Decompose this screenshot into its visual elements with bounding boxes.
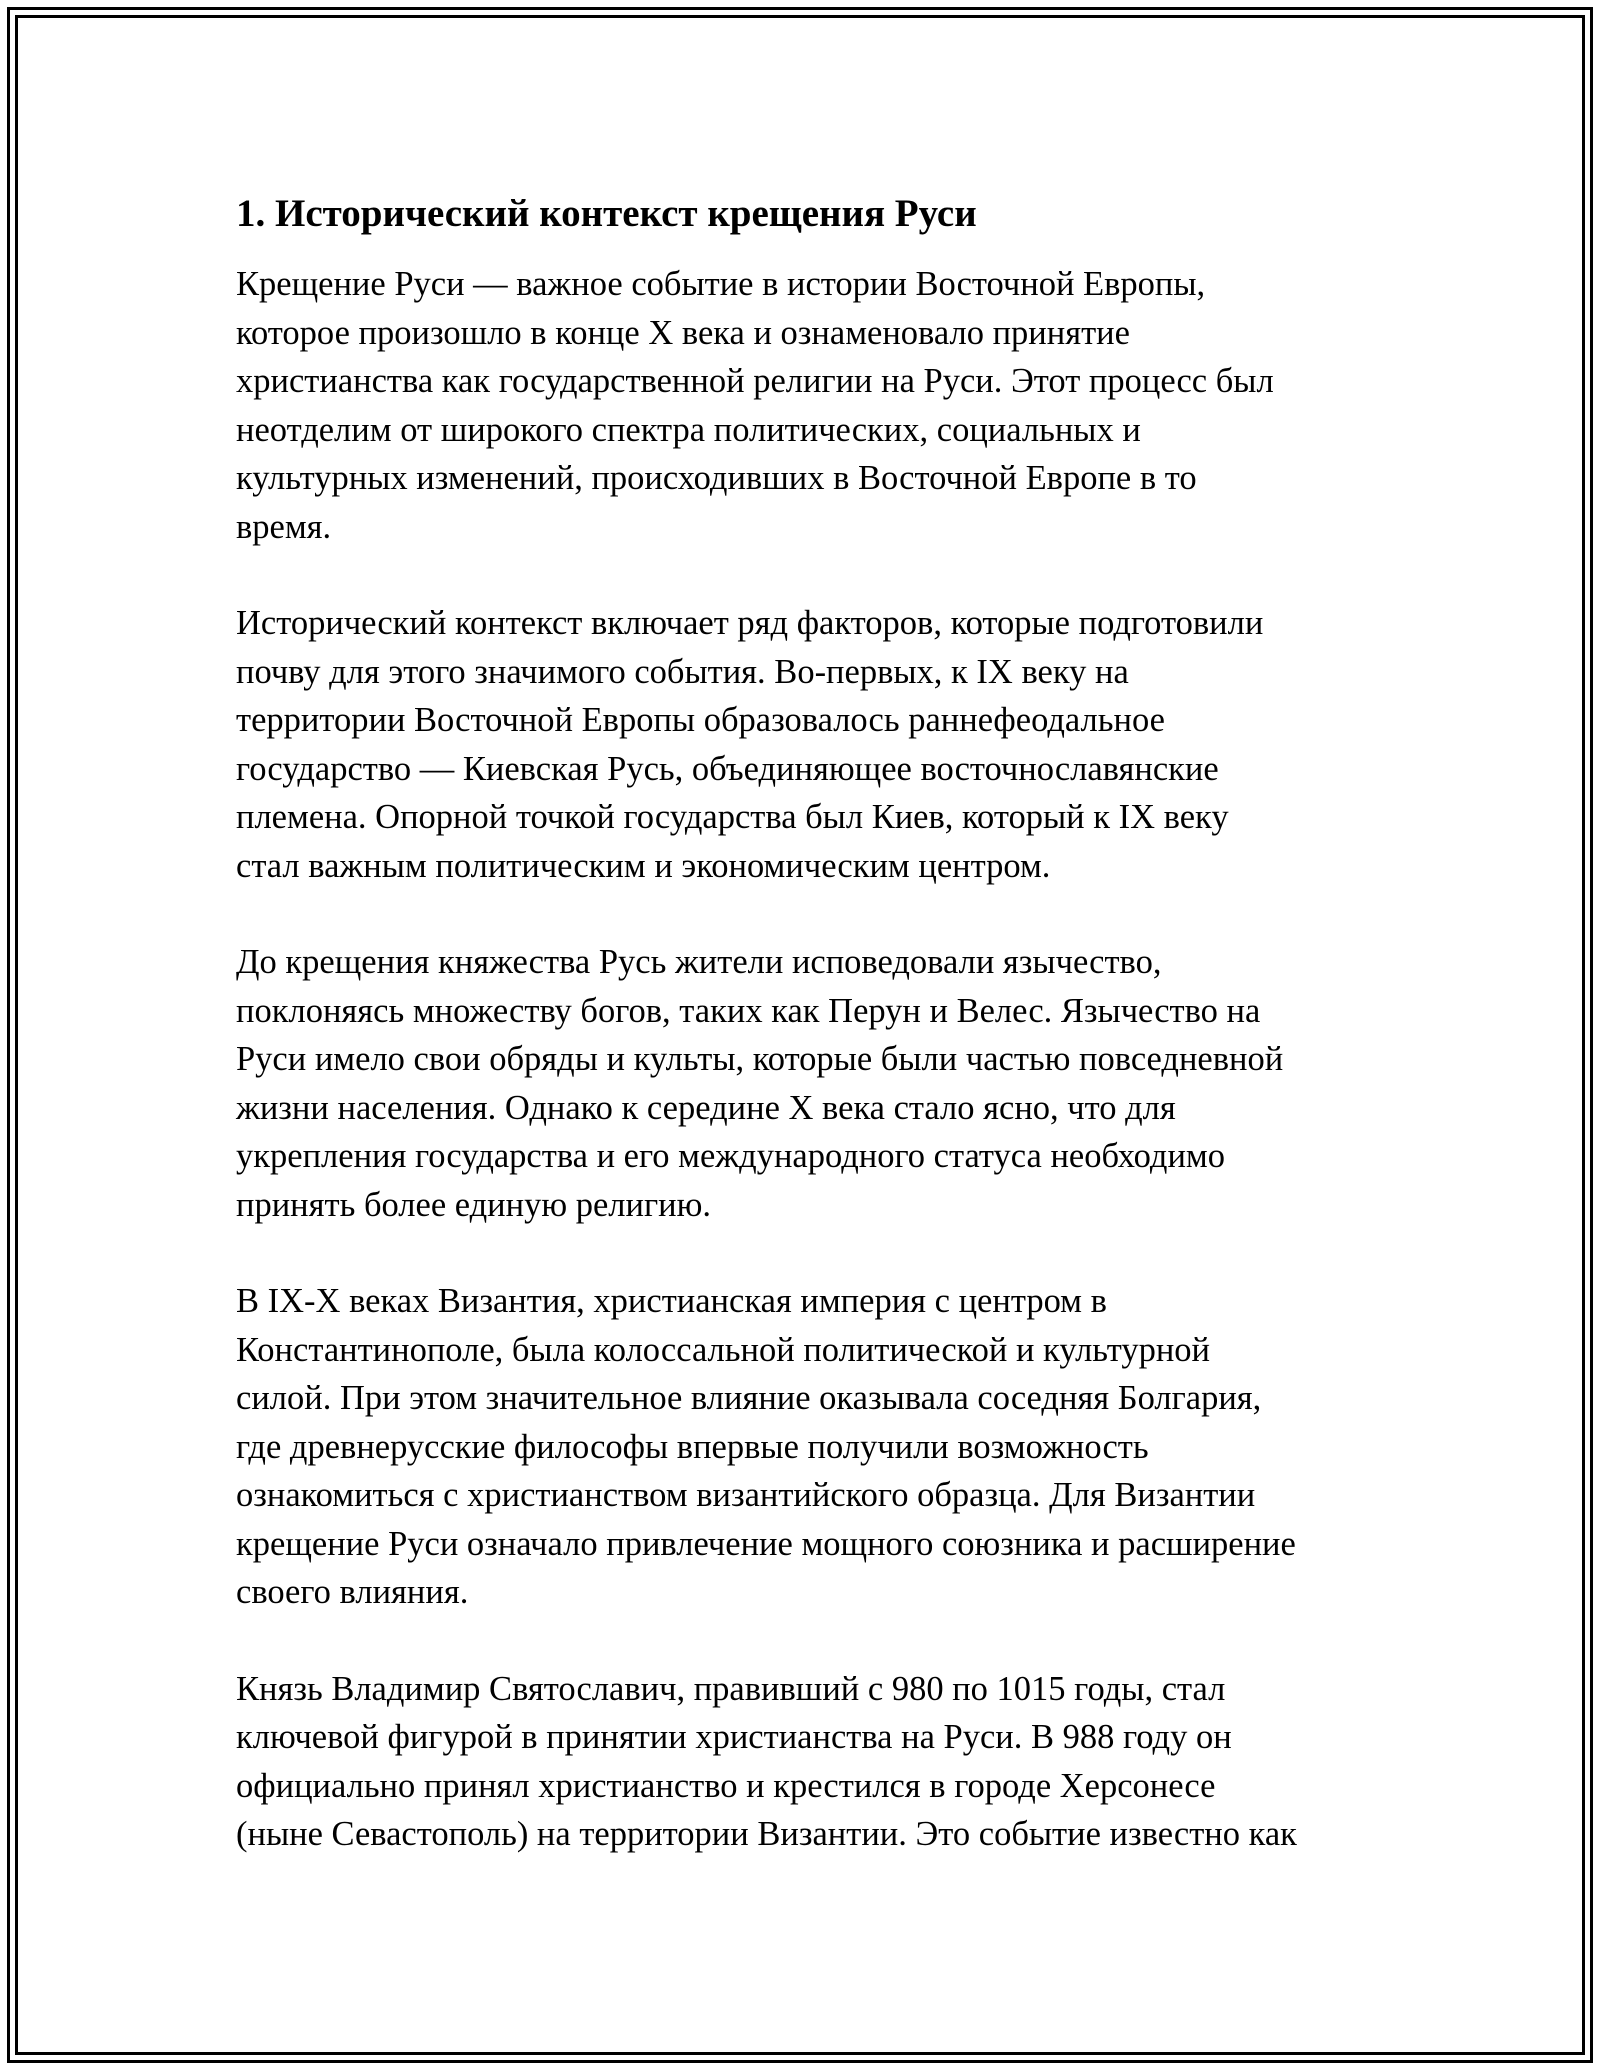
paragraph-line: Князь Владимир Святославич, правивший с 980 по 1015 годы, стал <box>236 1669 1226 1708</box>
paragraph-line: племена. Опорной точкой государства был Киев, который к IX веку <box>236 798 1229 836</box>
paragraph-line: официально принял христианство и крестился в городе Херсонесе <box>236 1766 1216 1805</box>
paragraph-line: где древнерусские философы впервые получили возможность <box>236 1427 1149 1466</box>
paragraph-line: христианства как государственной религии на Руси. Этот процесс был <box>236 362 1274 400</box>
paragraph-line: Константинополе, была колоссальной политической и культурной <box>236 1330 1211 1369</box>
document-body <box>236 188 1386 1907</box>
paragraph-line: поклоняясь множеству богов, таких как Перун и Велес. Язычество на <box>236 991 1261 1030</box>
paragraph-line: До крещения княжества Русь жители исповедовали язычество, <box>236 943 1162 981</box>
paragraph-line: неотделим от широкого спектра политических, социальных и <box>236 410 1141 449</box>
paragraph-line: В IX-X веках Византия, христианская империя с центром в <box>236 1282 1107 1320</box>
paragraph <box>236 260 1386 551</box>
paragraph-line: ключевой фигурой в принятии христианства на Руси. В 988 году он <box>236 1718 1232 1756</box>
paragraph <box>236 599 1386 890</box>
paragraph-line: Исторический контекст включает ряд факторов, которые подготовили <box>236 604 1264 642</box>
paragraph-line: крещение Руси означало привлечение мощного союзника и расширение <box>236 1524 1296 1563</box>
paragraph-line: почву для этого значимого события. Во-первых, к IX веку на <box>236 652 1129 691</box>
paragraph-line: стал важным политическим и экономическим центром. <box>236 846 1051 885</box>
section-heading: 1. Исторический контекст крещения Руси <box>236 192 977 235</box>
paragraph-line: ознакомиться с христианством византийского образца. Для Византии <box>236 1476 1256 1514</box>
paragraph-line: которое произошло в конце X века и ознаменовало принятие <box>236 313 1130 352</box>
paragraph-line: жизни населения. Однако к середине X века стало ясно, что для <box>236 1088 1176 1127</box>
paragraph-line: укрепления государства и его международного статуса необходимо <box>236 1137 1225 1175</box>
paragraph-line: время. <box>236 507 332 546</box>
paragraph <box>236 938 1386 1229</box>
paragraph-line: территории Восточной Европы образовалось раннефеодальное <box>236 701 1165 739</box>
paragraph-line: государство — Киевская Русь, объединяющее восточнославянские <box>236 749 1219 788</box>
paragraph-line: (ныне Севастополь) на территории Византии. Это событие известно как <box>236 1815 1297 1853</box>
paragraph-line: культурных изменений, происходивших в Восточной Европе в то <box>236 459 1197 497</box>
paragraph <box>236 1277 1386 1617</box>
paragraph-list <box>236 260 1386 1859</box>
paragraph-line: Руси имело свои обряды и культы, которые были частью повседневной <box>236 1040 1284 1078</box>
paragraph-line: своего влияния. <box>236 1573 469 1611</box>
paragraph-line: Крещение Руси — важное событие в истории Восточной Европы, <box>236 265 1206 303</box>
paragraph-line: силой. При этом значительное влияние оказывала соседняя Болгария, <box>236 1379 1262 1417</box>
paragraph <box>236 1665 1386 1859</box>
paragraph-line: принять более единую религию. <box>236 1185 711 1224</box>
